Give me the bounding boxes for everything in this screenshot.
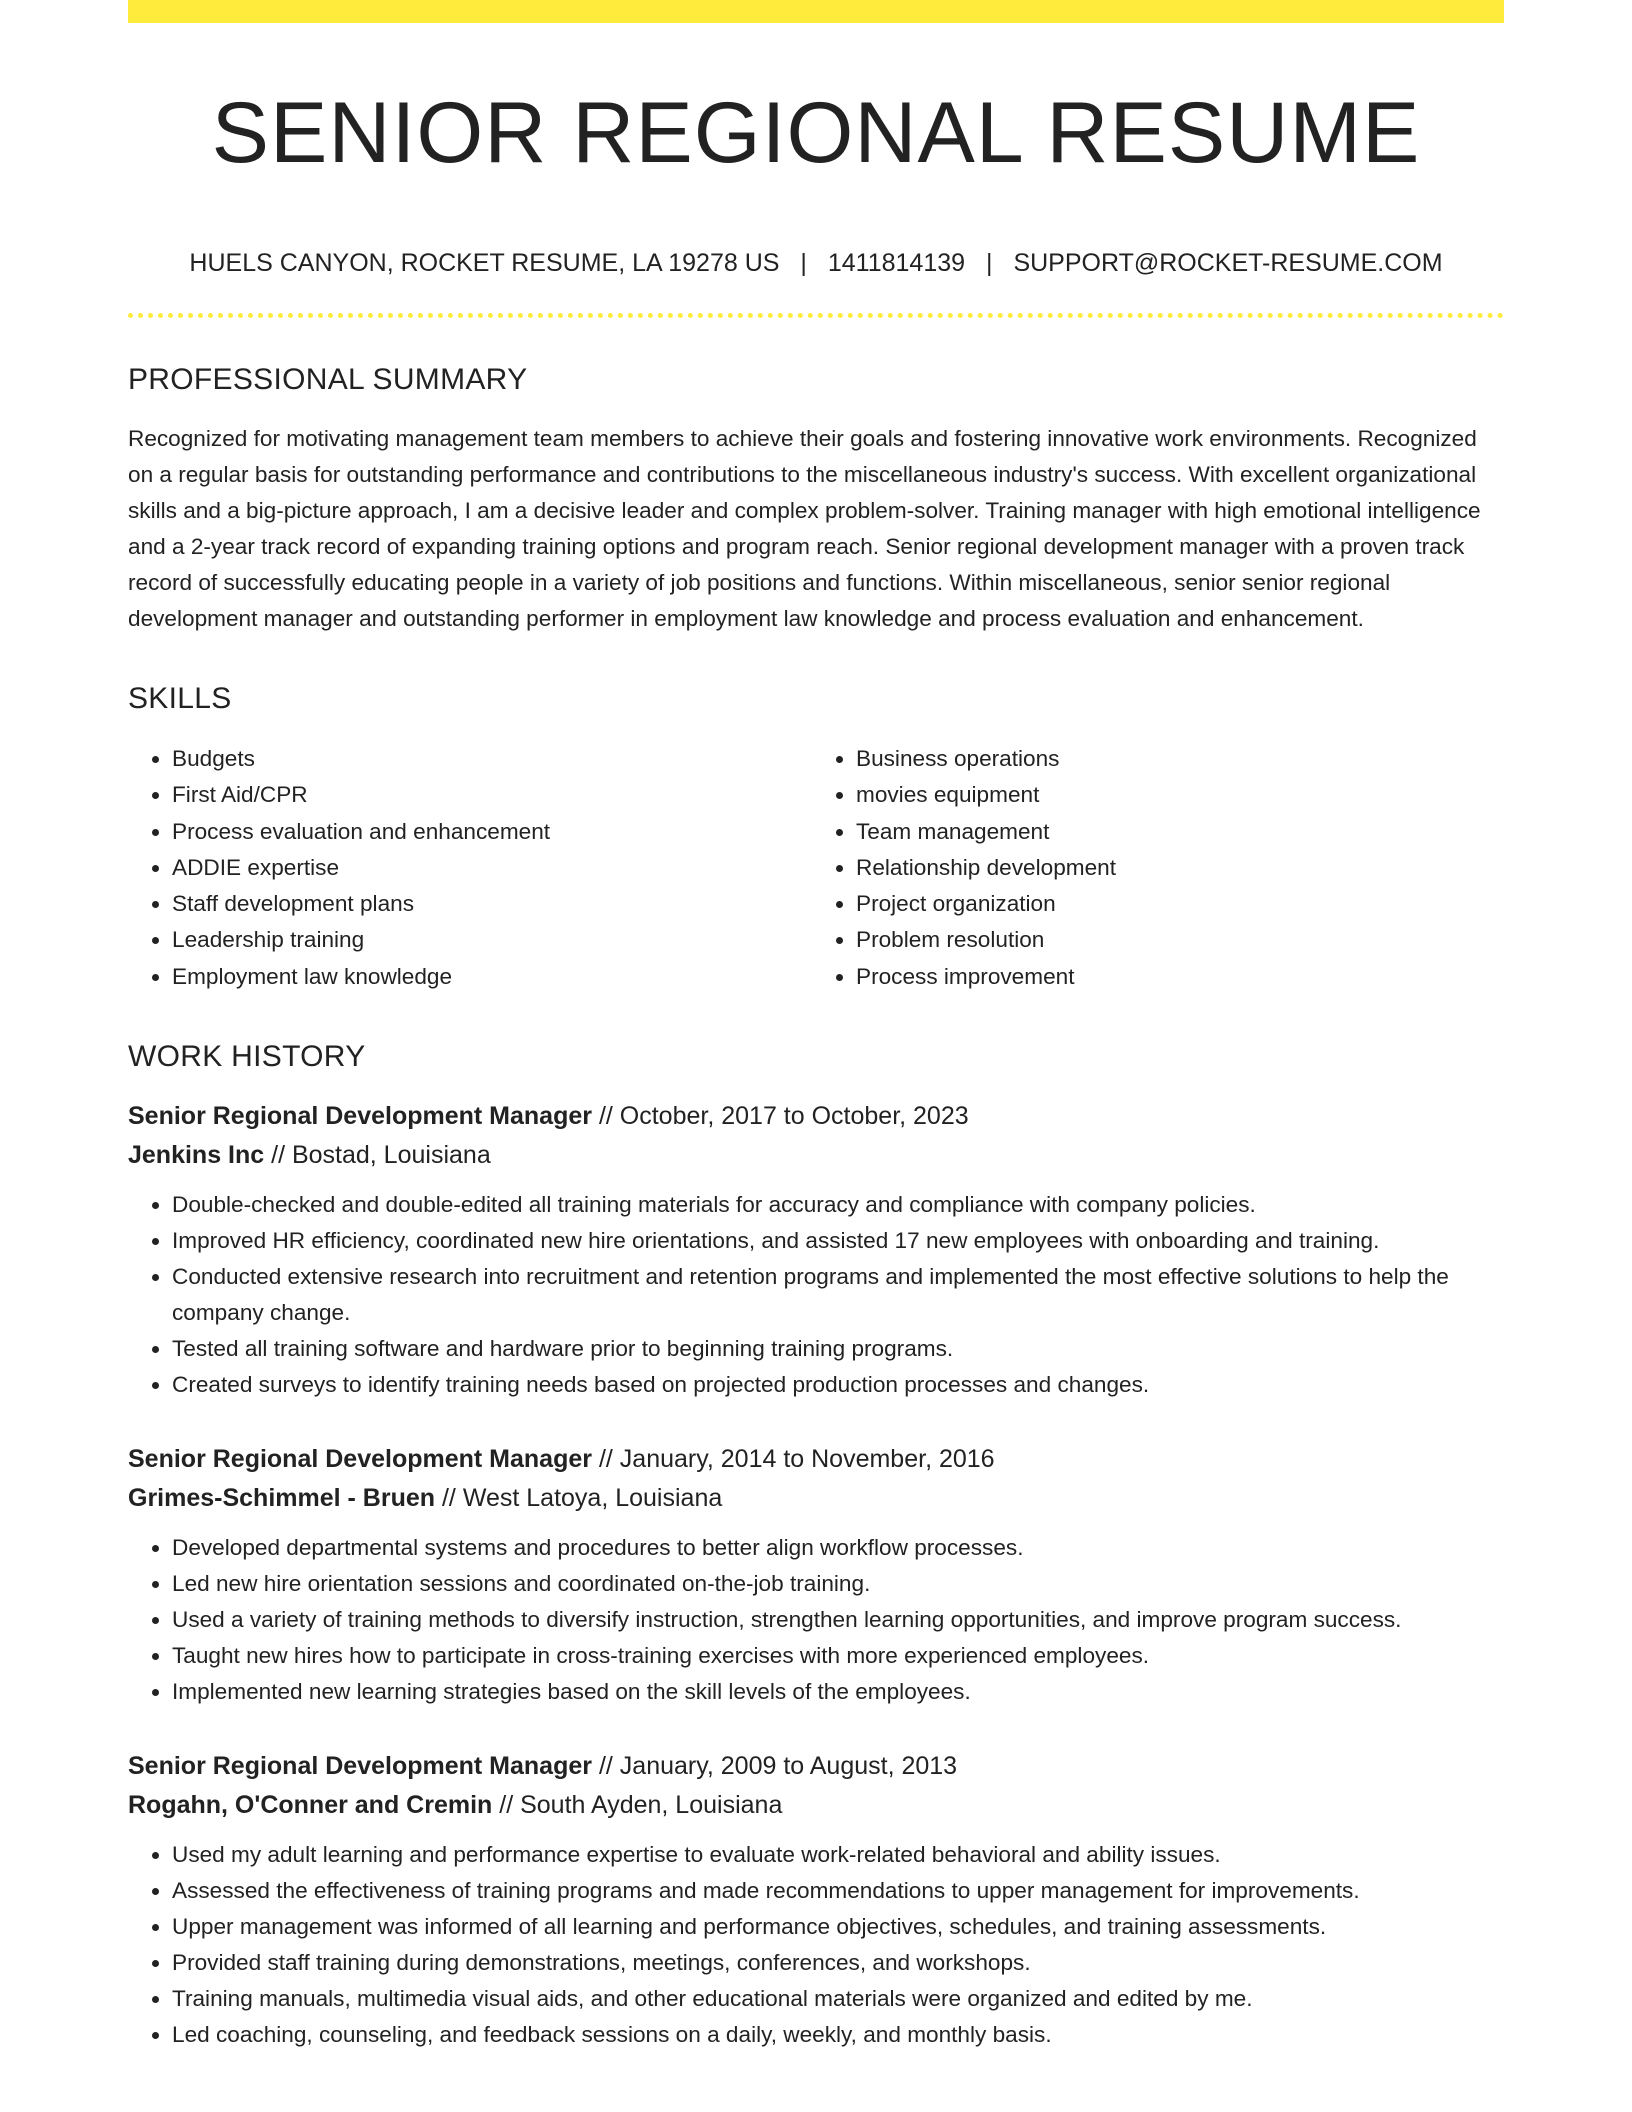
skill-item: • First Aid/CPR [172,777,806,813]
skill-item: • Process evaluation and enhancement [172,814,806,850]
job-dates: // October, 2017 to October, 2023 [598,1102,969,1131]
job-bullet: • Created surveys to identify training needs based on projected production processes and changes. [172,1367,1504,1403]
skills-list [128,741,1504,995]
dotted-divider [128,313,1504,318]
job-bullet: • Tested all training software and hardware prior to beginning training programs. [172,1331,1504,1367]
skill-item: • movies equipment [856,777,1490,813]
job-company: Grimes-Schimmel - Bruen [128,1484,436,1513]
job-title: Senior Regional Development Manager [128,1102,592,1131]
job-bullets [128,1530,1504,1710]
skill-item: • Business operations [856,741,1490,777]
job-title: Senior Regional Development Manager [128,1752,592,1781]
job-bullet: • Training manuals, multimedia visual aids, and other educational materials were organized and edited by me. [172,1981,1504,2017]
skill-item: • Team management [856,814,1490,850]
skill-item: • Employment law knowledge [172,959,806,995]
resume-page [128,0,1504,2053]
work-history-heading: WORK HISTORY [128,1040,366,1074]
skill-item: • Process improvement [856,959,1490,995]
skill-item: • Budgets [172,741,806,777]
skill-item: • Project organization [856,886,1490,922]
job-location: // Bostad, Louisiana [271,1141,491,1170]
summary-heading: PROFESSIONAL SUMMARY [128,363,528,396]
job-title-line [128,1440,1504,1479]
contact-separator: | [800,249,807,277]
job-entry [128,1440,1504,1710]
accent-top-bar [128,0,1504,23]
contact-address: HUELS CANYON, ROCKET RESUME, LA 19278 US [189,249,780,277]
job-bullet: • Developed departmental systems and procedures to better align workflow processes. [172,1530,1504,1566]
job-bullet: • Used a variety of training methods to diversify instruction, strengthen learning opportunities, and improve program success. [172,1602,1504,1638]
job-bullet: • Taught new hires how to participate in cross-training exercises with more experienced employees. [172,1638,1504,1674]
skills-column-left [128,741,806,995]
skill-item: • Staff development plans [172,886,806,922]
job-title: Senior Regional Development Manager [128,1445,592,1474]
job-bullet: • Conducted extensive research into recruitment and retention programs and implemented the most effective solutions to help the company change. [172,1259,1504,1331]
job-company: Rogahn, O'Conner and Cremin [128,1791,493,1820]
job-dates: // January, 2014 to November, 2016 [598,1445,995,1474]
job-company-line [128,1136,1504,1175]
job-entry [128,1747,1504,2053]
job-bullet: • Double-checked and double-edited all training materials for accuracy and compliance with company policies. [172,1187,1504,1223]
summary-text: Recognized for motivating management team members to achieve their goals and fostering innovative work environments. Recognized on a regular basis for outstanding performance and contributions to the miscellaneous industry's success. With excellent organizational skills and a big-picture approach, I am a decisive leader and complex problem-solver. Training manager with high emotional intelligence and a 2-year track record of expanding training options and program reach. Senior regional development manager with a proven track record of successfully educating people in a variety of job positions and functions. Within miscellaneous, senior senior regional development manager and outstanding performer in employment law knowledge and process evaluation and enhancement. [128,426,1481,631]
job-bullet: • Implemented new learning strategies based on the skill levels of the employees. [172,1674,1504,1710]
job-bullet: • Provided staff training during demonstrations, meetings, conferences, and workshops. [172,1945,1504,1981]
skill-item: • ADDIE expertise [172,850,806,886]
skills-heading: SKILLS [128,682,232,715]
skills-column-right [806,741,1490,995]
job-bullets [128,1187,1504,1403]
resume-name: SENIOR REGIONAL RESUME [211,85,1421,181]
job-bullet: • Upper management was informed of all learning and performance objectives, schedules, and training assessments. [172,1909,1504,1945]
skill-item: • Relationship development [856,850,1490,886]
job-bullet: • Improved HR efficiency, coordinated new hire orientations, and assisted 17 new employees with onboarding and training. [172,1223,1504,1259]
job-company-line [128,1786,1504,1825]
job-bullet: • Used my adult learning and performance expertise to evaluate work-related behavioral and ability issues. [172,1837,1504,1873]
contact-phone: 1411814139 [827,249,966,277]
skill-item: • Problem resolution [856,922,1490,958]
job-company: Jenkins Inc [128,1141,265,1170]
job-bullet: • Led new hire orientation sessions and coordinated on-the-job training. [172,1566,1504,1602]
job-bullet: • Led coaching, counseling, and feedback sessions on a daily, weekly, and monthly basis. [172,2017,1504,2053]
job-location: // West Latoya, Louisiana [441,1484,723,1513]
job-title-line [128,1747,1504,1786]
contact-line [128,246,1504,280]
contact-separator: | [985,249,993,277]
job-bullet: • Assessed the effectiveness of training programs and made recommendations to upper management for improvements. [172,1873,1504,1909]
job-bullets [128,1837,1504,2053]
job-dates: // January, 2009 to August, 2013 [598,1752,958,1781]
job-location: // South Ayden, Louisiana [499,1791,783,1820]
contact-email[interactable]: SUPPORT@ROCKET-RESUME.COM [1013,249,1443,277]
job-entry [128,1097,1504,1403]
job-company-line [128,1479,1504,1518]
skill-item: • Leadership training [172,922,806,958]
job-title-line [128,1097,1504,1136]
